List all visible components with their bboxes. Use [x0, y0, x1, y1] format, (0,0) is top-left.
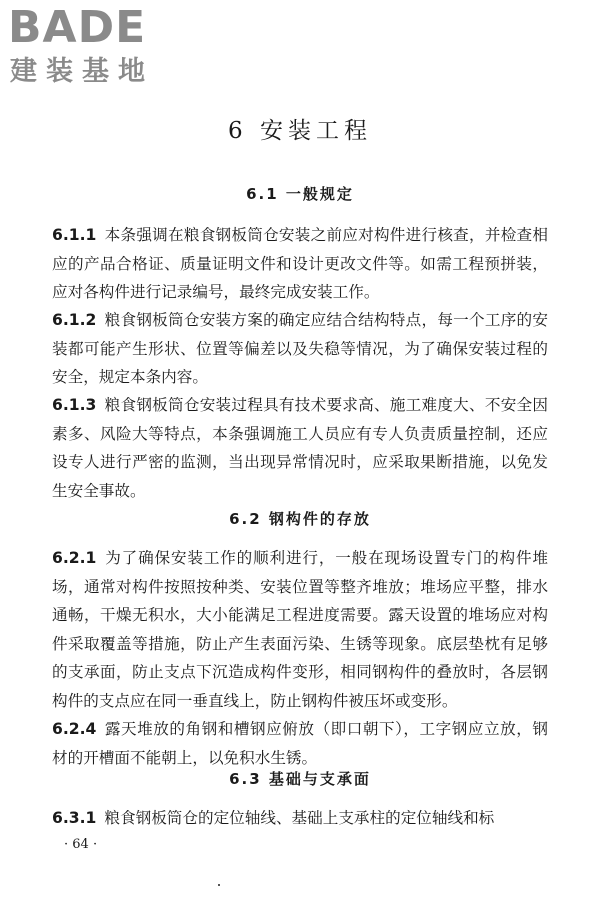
section-title-6-1: 6.1 一般规定 — [246, 185, 354, 203]
clause-text: 为了确保安装工作的顺利进行，一般在现场设置专门的构件堆场，通常对构件按照按种类、安装位置等整齐堆放；堆场应平整，排水通畅，干燥无积水，大小能满足工程进度需要。露天设置的堆场应对构件采取覆盖等措施，防止产生表面污染、生锈等现象。底层垫枕有足够的支承面，防止支点下沉造成构件变形，相同钢构件的叠放时，各层钢构件的支点应在同一垂直线上，防止钢构件被压坏或变形。 — [52, 549, 548, 710]
logo-subtitle: 建装基地 — [10, 56, 154, 87]
logo-word: BADE — [8, 2, 147, 53]
clause-text: 粮食钢板筒仓安装过程具有技术要求高、施工难度大、不安全因素多、风险大等特点，本条强调施工人员应有专人负责质量控制，还应设专人进行严密的监测，当出现异常情况时，应采取果断措施，以免发生安全事故。 — [52, 396, 548, 500]
paragraph-6-1-3 — [52, 391, 548, 505]
clause-number: 6.1.1 — [52, 226, 97, 244]
clause-text: 本条强调在粮食钢板筒仓安装之前应对构件进行核查，并检查相应的产品合格证、质量证明文件和设计更改文件等。如需工程预拼装，应对各构件进行记录编号，最终完成安装工作。 — [52, 226, 548, 301]
clause-number: 6.3.1 — [52, 809, 97, 827]
section-title-6-3: 6.3 基础与支承面 — [229, 770, 371, 788]
clause-number: 6.1.2 — [52, 311, 97, 329]
clause-text: 粮食钢板筒仓安装方案的确定应结合结构特点，每一个工序的安装都可能产生形状、位置等偏差以及失稳等情况，为了确保安装过程的安全，规定本条内容。 — [52, 311, 548, 386]
clause-number: 6.2.1 — [52, 549, 97, 567]
page-number: · 64 · — [64, 837, 98, 852]
clause-text: 露天堆放的角钢和槽钢应俯放（即口朝下），工字钢应立放，钢材的开槽面不能朝上，以免积水生锈。 — [52, 720, 548, 767]
paragraph-6-3-1 — [52, 804, 548, 833]
paragraph-6-2-1 — [52, 544, 548, 715]
chapter-title: 6 安装工程 — [228, 118, 372, 144]
bade-logo — [8, 4, 178, 94]
clause-number: 6.2.4 — [52, 720, 97, 738]
section-title-6-2: 6.2 钢构件的存放 — [229, 510, 371, 528]
clause-text: 粮食钢板筒仓的定位轴线、基础上支承柱的定位轴线和标 — [104, 809, 495, 827]
paragraph-6-1-2 — [52, 306, 548, 392]
clause-number: 6.1.3 — [52, 396, 97, 414]
paragraph-6-1-1 — [52, 221, 548, 307]
scan-speck — [218, 884, 220, 886]
paragraph-6-2-4 — [52, 715, 548, 772]
